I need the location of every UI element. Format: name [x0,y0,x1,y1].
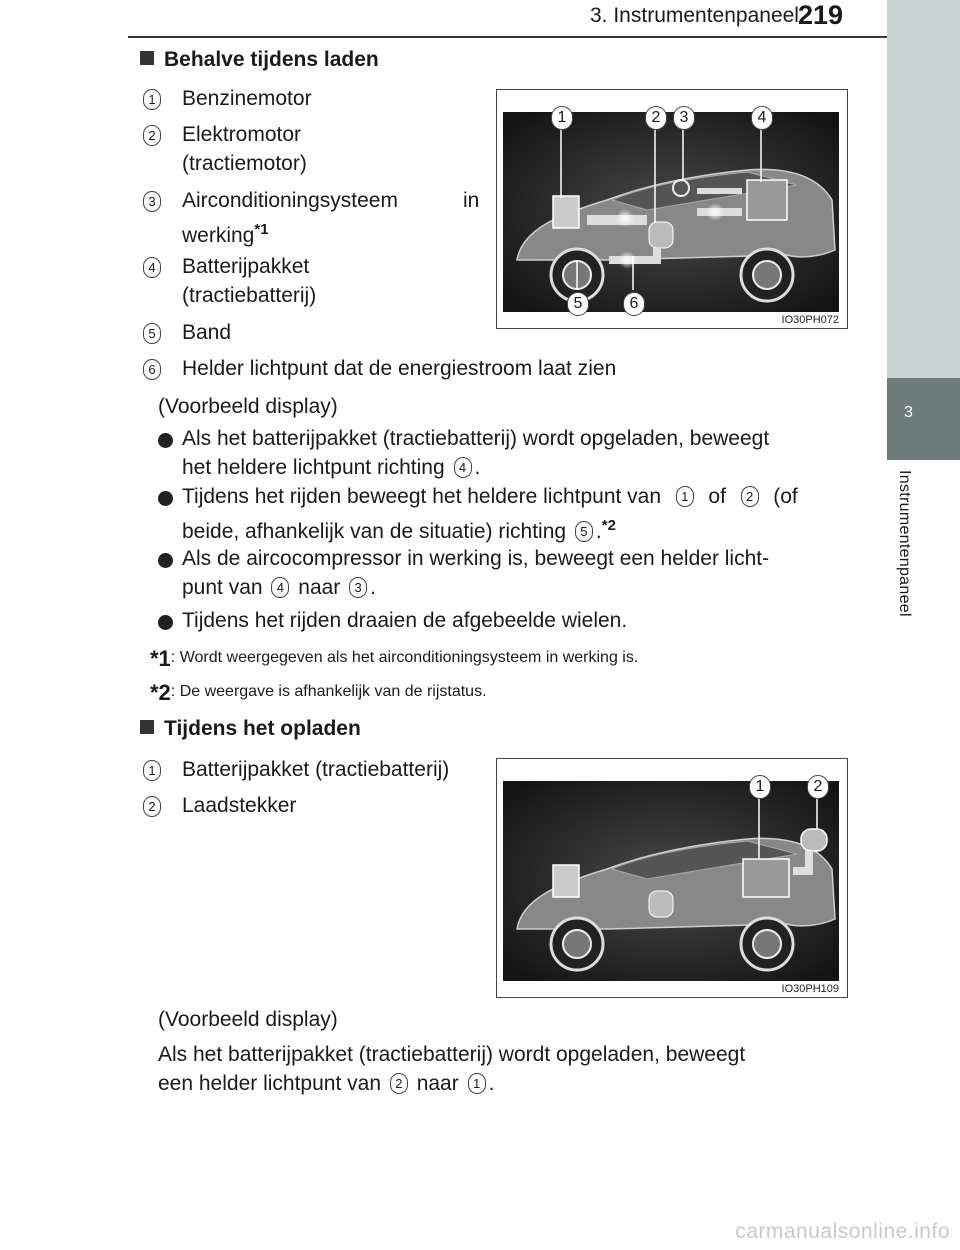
square-bullet-icon [140,720,154,734]
side-tab-label: Instrumentenpaneel [896,470,913,617]
bullet-dot-icon [158,615,173,630]
bullet-dot-icon [158,491,173,506]
watermark: carmanualsonline.info [735,1220,950,1243]
figure-energy-flow-driving [496,89,848,329]
bullet-dot-icon [158,553,173,568]
side-tab-number: 3 [904,404,913,421]
figure-energy-flow-charging [496,758,848,998]
side-tab-background [887,0,960,378]
square-bullet-icon [140,51,154,65]
bullet-dot-icon [158,433,173,448]
section-heading: Tijdens het opladen [140,717,361,741]
bullet-text: beide, afhankelijk van de situatie) richting 5 .$^{*2}$ [182,517,616,543]
wheel-icon [741,249,793,301]
item-number: 4 [143,257,161,278]
item-text: Batterijpakket [182,255,310,278]
item-text: Airconditioningsysteem [182,189,398,212]
paragraph-text: Als het batterijpakket (tractiebatterij) wordt opgeladen, beweegt [158,1043,746,1066]
item-text: Laadstekker [182,794,297,817]
item-text: Benzinemotor [182,87,312,110]
figure-code: IO30PH109 [781,983,839,995]
callout-number: 1 [551,106,573,130]
example-label: (Voorbeeld display) [158,395,338,418]
item-number: 3 [143,191,161,212]
callout-number: 1 [749,775,771,799]
callout-number: 6 [623,292,645,316]
item-text: in [463,189,480,212]
item-text: Helder lichtpunt dat de energiestroom laat zien [182,357,617,380]
header-rule [128,36,958,38]
wheel-icon [741,918,793,970]
callout-number: 2 [645,106,667,130]
item-text: (tractiemotor) [182,152,307,175]
paragraph-text: een helder lichtpunt van 2 naar 1 . [158,1072,495,1095]
item-text: Band [182,321,232,344]
callout-number: 2 [807,775,829,799]
figure-code: IO30PH072 [781,314,839,326]
bullet-text: Als het batterijpakket (tractiebatterij) wordt opgeladen, beweegt [182,427,770,450]
item-number: 1 [143,760,161,781]
chapter-title: 3. Instrumentenpaneel [590,4,799,27]
bullet-text: punt van 4 naar 3 . [182,576,376,599]
section-heading: Behalve tijdens laden [140,48,379,72]
item-number: 1 [143,89,161,110]
footnote: *2: De weergave is afhankelijk van de rijstatus. [150,680,487,705]
item-text: Batterijpakket (tractiebatterij) [182,758,450,781]
wheel-icon [551,918,603,970]
item-text: werking$^{*1}$ [182,221,269,247]
callout-number: 4 [751,106,773,130]
item-number: 2 [143,796,161,817]
footnote: *1: Wordt weergegeven als het airconditioningsysteem in werking is. [150,646,639,671]
item-text: Elektromotor [182,123,302,146]
callout-number: 5 [567,292,589,316]
bullet-text: het heldere lichtpunt richting 4 . [182,456,481,479]
item-number: 5 [143,323,161,344]
example-label: (Voorbeeld display) [158,1008,338,1031]
bullet-text: Tijdens het rijden draaien de afgebeelde wielen. [182,609,628,632]
bullet-text: Tijdens het rijden beweegt het heldere lichtpunt van 1 of 2 (of [182,485,798,508]
page-number: 219 [798,0,844,30]
item-text: (tractiebatterij) [182,284,317,307]
item-number: 6 [143,359,161,380]
item-number: 2 [143,125,161,146]
callout-number: 3 [673,106,695,130]
bullet-text: Als de aircocompressor in werking is, beweegt een helder licht- [182,547,770,570]
